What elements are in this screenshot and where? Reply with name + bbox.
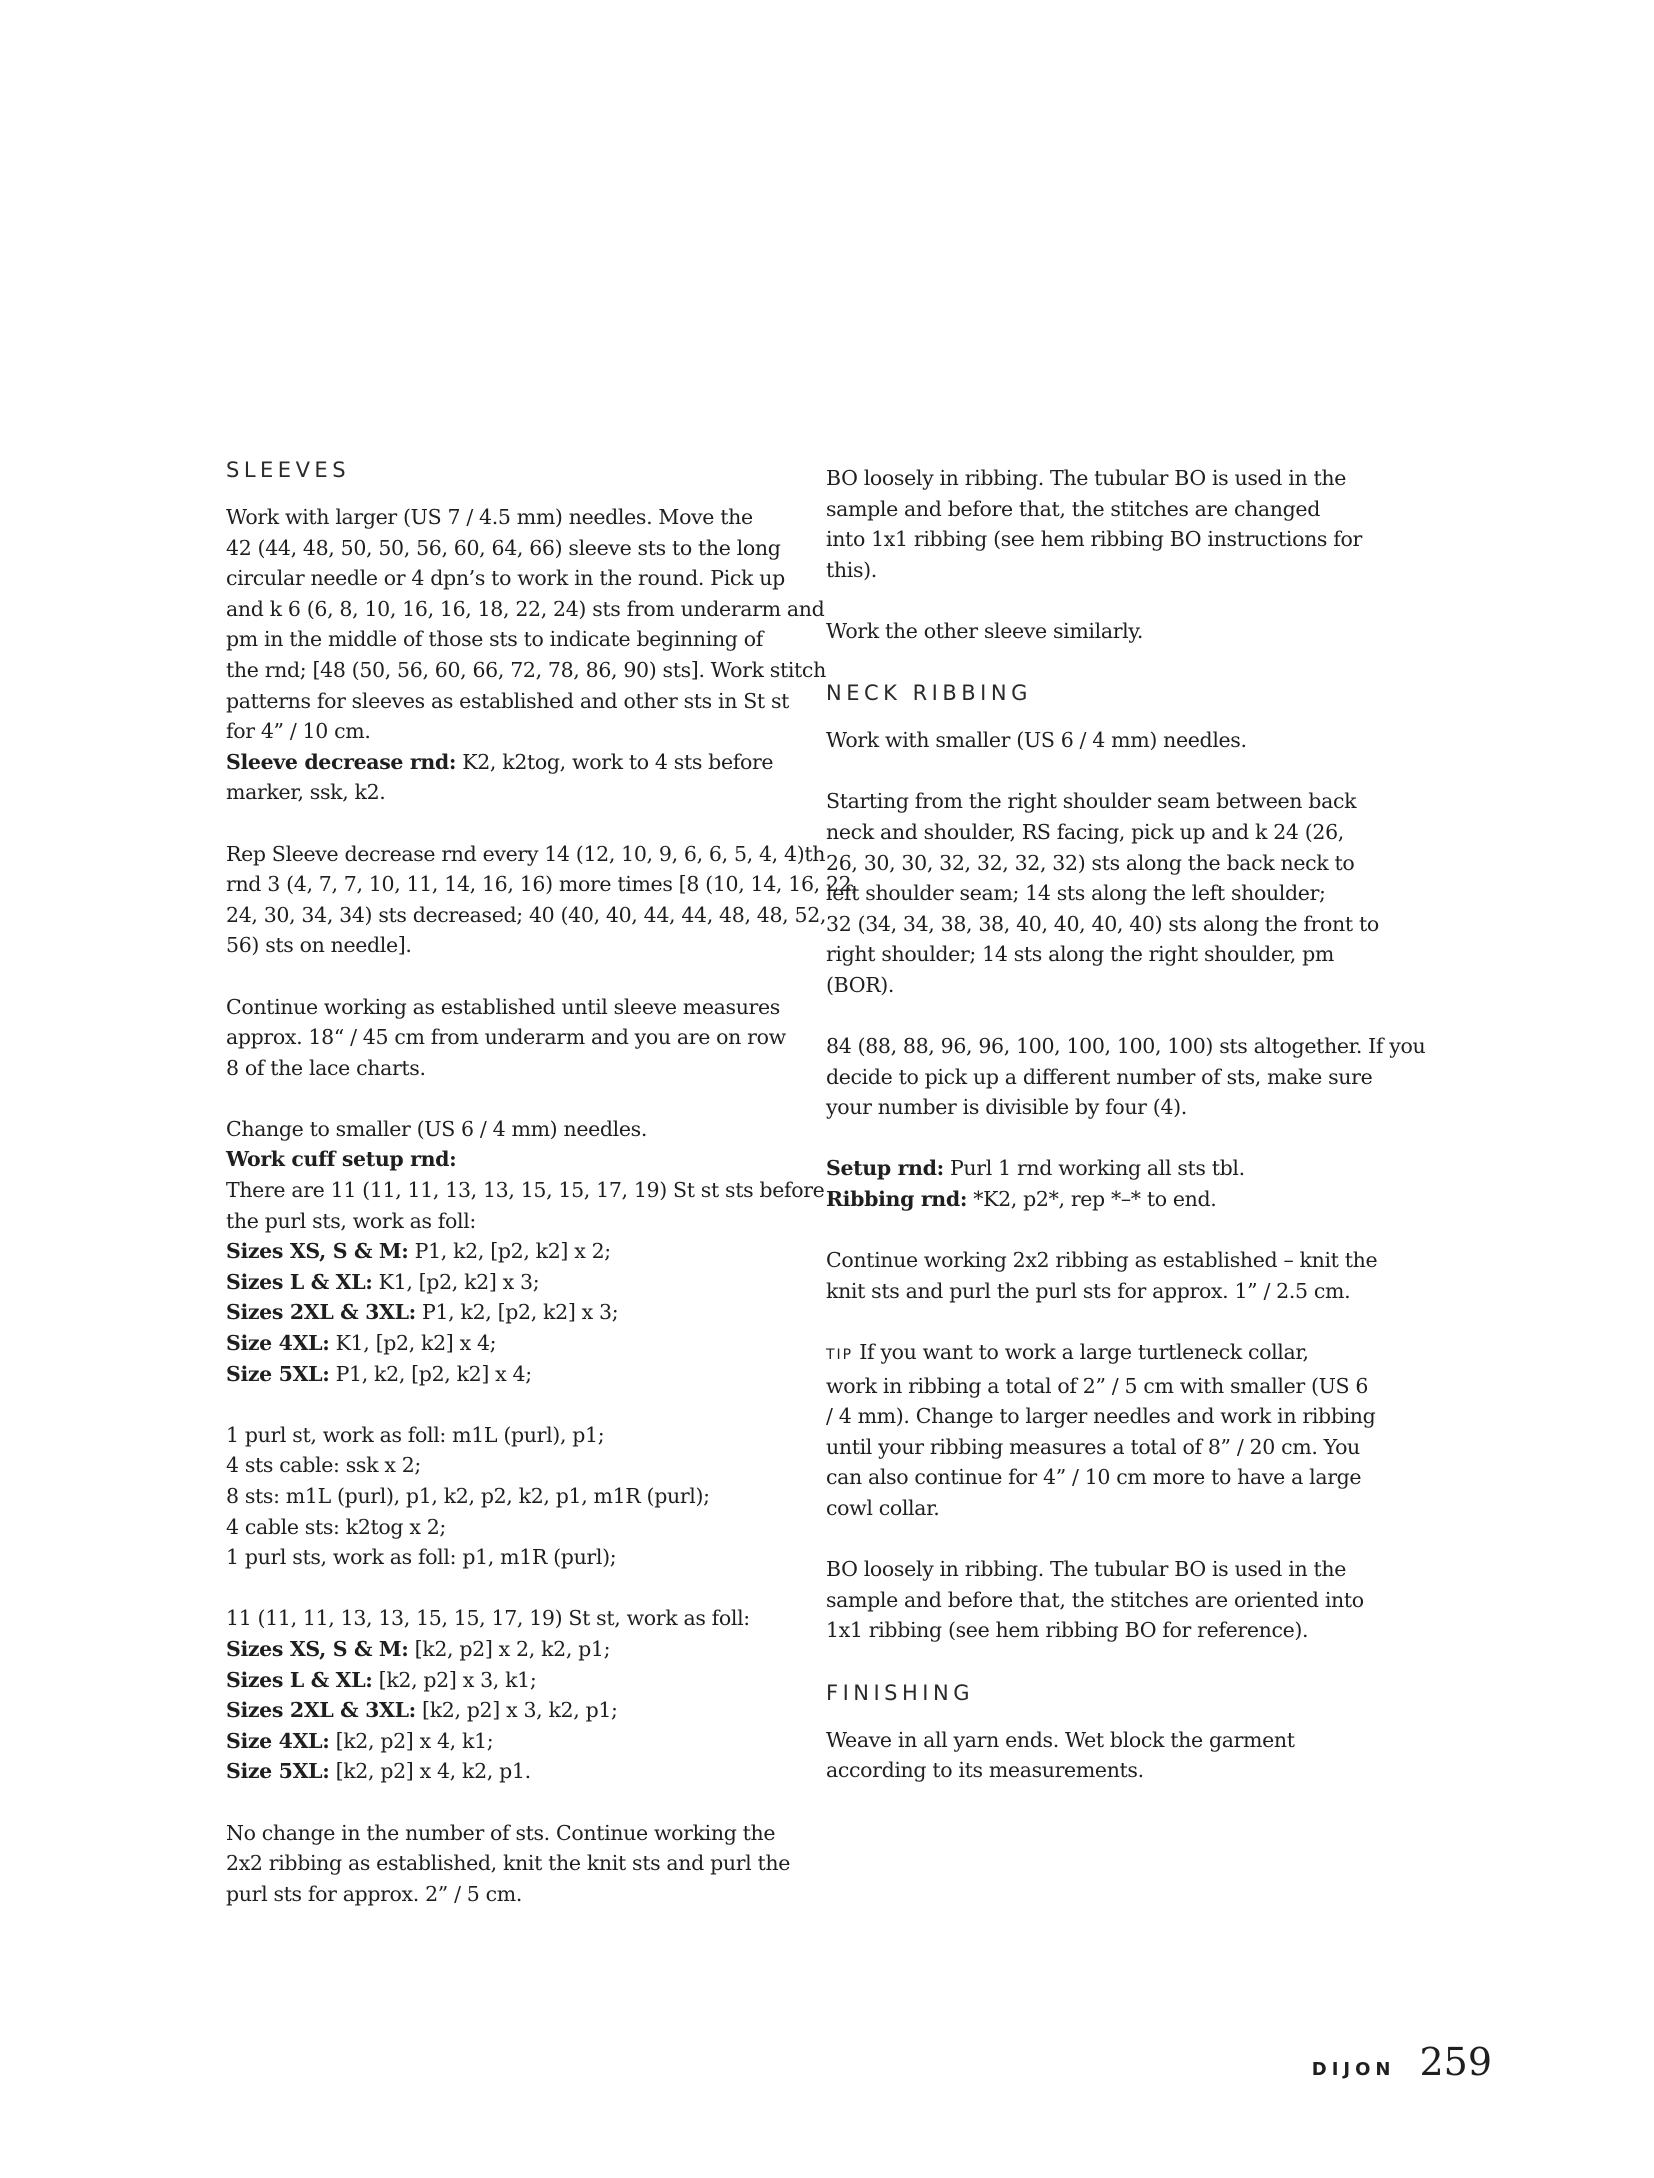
size-label: Sizes L & XL: — [226, 1667, 373, 1692]
text-line: 1 purl sts, work as foll: p1, m1R (purl); — [226, 1545, 617, 1570]
neck-rounds-paragraph — [826, 1153, 1382, 1214]
text-line: sample and before that, the stitches are oriented into — [826, 1587, 1364, 1612]
text-line: 4 sts cable: ssk x 2; — [226, 1453, 421, 1478]
text-line: Work the other sleeve similarly. — [826, 618, 1144, 643]
sleeves-paragraph-2 — [226, 839, 858, 961]
sleeve-decrease-line — [226, 747, 774, 778]
text-line: Weave in all yarn ends. Wet block the garment — [826, 1727, 1295, 1752]
text-line: purl sts for approx. 2” / 5 cm. — [226, 1881, 523, 1906]
size-line — [226, 1634, 774, 1665]
size-label: Size 5XL: — [226, 1759, 330, 1784]
text-line: work in ribbing a total of 2” / 5 cm with smaller (US 6 — [826, 1373, 1369, 1398]
size-text: [k2, p2] x 3, k2, p1; — [415, 1698, 618, 1723]
sleeves-paragraph-4 — [226, 1114, 825, 1389]
text-line: pm in the middle of those sts to indicate beginning of — [226, 627, 763, 652]
section-heading-finishing: FINISHING — [826, 1680, 974, 1705]
text-line: 4 cable sts: k2tog x 2; — [226, 1514, 446, 1539]
text-line: BO loosely in ribbing. The tubular BO is used in the — [826, 1557, 1346, 1582]
section-heading-sleeves: SLEEVES — [226, 458, 351, 482]
size-line — [226, 1359, 774, 1390]
text-line: 2x2 ribbing as established, knit the knit sts and purl the — [226, 1851, 791, 1876]
text-line: 56) sts on needle]. — [226, 933, 412, 958]
size-line — [226, 1726, 774, 1757]
text-line: your number is divisible by four (4). — [826, 1095, 1187, 1120]
section-heading-neck-ribbing: NECK RIBBING — [826, 681, 1032, 706]
text-line: There are 11 (11, 11, 13, 13, 15, 15, 17, 19) St st sts before — [226, 1178, 825, 1203]
text-line: patterns for sleeves as established and other sts in St st — [226, 688, 790, 713]
size-text: K1, [p2, k2] x 4; — [329, 1331, 497, 1356]
text-line: rnd 3 (4, 7, 7, 10, 11, 14, 16, 16) more times [8 (10, 14, 16, 22, — [226, 872, 858, 897]
page-number: 259 — [1419, 2040, 1492, 2084]
other-sleeve-paragraph — [826, 616, 1382, 647]
text-line: / 4 mm). Change to larger needles and work in ribbing — [826, 1404, 1376, 1429]
text-line: 32 (34, 34, 38, 38, 40, 40, 40, 40) sts along the front to — [826, 911, 1379, 936]
neck-paragraph-3 — [826, 1031, 1426, 1123]
text-line: 8 sts: m1L (purl), p1, k2, p2, k2, p1, m1R (purl); — [226, 1484, 710, 1508]
size-line — [226, 1695, 774, 1726]
sleeve-decrease-text: K2, k2tog, work to 4 sts before — [456, 749, 774, 774]
neck-paragraph-4 — [826, 1245, 1382, 1306]
text-line: cowl collar. — [826, 1496, 940, 1520]
text-line: circular needle or 4 dpn’s to work in the round. Pick up — [226, 566, 785, 591]
tip-paragraph — [826, 1337, 1382, 1524]
neck-paragraph-2 — [826, 786, 1382, 1000]
size-label: Sizes XS, S & M: — [226, 1239, 409, 1264]
text-line: knit sts and purl the purl sts for approx. 1” / 2.5 cm. — [826, 1278, 1351, 1303]
cuff-setup-label: Work cuff setup rnd: — [226, 1147, 457, 1172]
size-text: P1, k2, [p2, k2] x 3; — [415, 1300, 619, 1325]
tip-first-line — [826, 1337, 1382, 1371]
text-line: marker, ssk, k2. — [226, 780, 386, 805]
text-line: Change to smaller (US 6 / 4 mm) needles. — [226, 1116, 648, 1141]
size-text: K1, [p2, k2] x 3; — [372, 1269, 540, 1294]
running-head: DIJON — [1311, 2059, 1396, 2080]
text-line: sample and before that, the stitches are changed — [826, 496, 1320, 521]
size-label: Size 4XL: — [226, 1728, 330, 1753]
text-line: Starting from the right shoulder seam between back — [826, 789, 1357, 814]
text-line: the purl sts, work as foll: — [226, 1208, 476, 1233]
size-text: [k2, p2] x 4, k1; — [329, 1728, 494, 1753]
size-label: Sizes L & XL: — [226, 1269, 373, 1294]
text-line: 24, 30, 34, 34) sts decreased; 40 (40, 40, 44, 44, 48, 48, 52, — [226, 902, 827, 927]
ribbing-round-label: Ribbing rnd: — [826, 1187, 968, 1212]
sleeves-paragraph-6 — [226, 1603, 774, 1787]
text-line: BO loosely in ribbing. The tubular BO is used in the — [826, 466, 1346, 490]
text-line: this). — [826, 557, 877, 582]
neck-paragraph-1 — [826, 725, 1382, 756]
text-line: (BOR). — [826, 972, 895, 997]
text-line: approx. 18“ / 45 cm from underarm and you are on row — [226, 1025, 786, 1050]
text-line: Work with larger (US 7 / 4.5 mm) needles. Move the — [226, 505, 753, 529]
text-line: 26, 30, 30, 32, 32, 32, 32) sts along the back neck to — [826, 850, 1355, 875]
setup-round-label: Setup rnd: — [826, 1156, 944, 1181]
text-line: left shoulder seam; 14 sts along the left shoulder; — [826, 881, 1326, 906]
text-line: Continue working 2x2 ribbing as established – knit the — [826, 1248, 1378, 1273]
text-line: the rnd; [48 (50, 56, 60, 66, 72, 78, 86, 90) sts]. Work stitch — [226, 657, 826, 682]
sleeves-paragraph-7 — [226, 1818, 791, 1910]
text-line: right shoulder; 14 sts along the right shoulder, pm — [826, 942, 1334, 967]
size-line — [226, 1328, 774, 1359]
text-line: Continue working as established until sleeve measures — [226, 994, 780, 1019]
size-text: [k2, p2] x 2, k2, p1; — [408, 1636, 611, 1661]
right-column — [826, 463, 1426, 1816]
setup-round-line — [826, 1153, 1382, 1184]
size-label: Sizes 2XL & 3XL: — [226, 1300, 416, 1325]
size-label: Size 4XL: — [226, 1331, 330, 1356]
size-text: P1, k2, [p2, k2] x 4; — [329, 1361, 532, 1386]
finishing-paragraph — [826, 1725, 1382, 1786]
text-line: for 4” / 10 cm. — [226, 719, 371, 744]
text-line: 1x1 ribbing (see hem ribbing BO for reference). — [826, 1618, 1309, 1643]
text-line: according to its measurements. — [826, 1758, 1144, 1783]
ribbing-round-text: *K2, p2*, rep *–* to end. — [967, 1187, 1217, 1212]
neck-bind-off-paragraph — [826, 1554, 1382, 1646]
text-line: 42 (44, 48, 50, 50, 56, 60, 64, 66) sleeve sts to the long — [226, 535, 781, 560]
tip-label: TIP — [826, 1347, 854, 1364]
sleeve-decrease-label: Sleeve decrease rnd: — [226, 749, 457, 774]
size-line — [226, 1297, 774, 1328]
setup-round-text: Purl 1 rnd working all sts tbl. — [943, 1156, 1245, 1181]
sleeves-paragraph-5 — [226, 1420, 774, 1573]
page-footer — [1312, 2040, 1492, 2084]
text-line: No change in the number of sts. Continue working the — [226, 1820, 776, 1845]
text-line: neck and shoulder, RS facing, pick up and k 24 (26, — [826, 819, 1344, 844]
text-line: Rep Sleeve decrease rnd every 14 (12, 10, 9, 6, 6, 5, 4, 4)th — [226, 841, 826, 866]
tip-text: If you want to work a large turtleneck collar, — [853, 1340, 1309, 1365]
sleeves-paragraph-1 — [226, 502, 826, 808]
text-line: 8 of the lace charts. — [226, 1055, 426, 1080]
size-label: Sizes 2XL & 3XL: — [226, 1698, 416, 1723]
size-line — [226, 1756, 774, 1787]
size-text: [k2, p2] x 4, k2, p1. — [329, 1759, 531, 1784]
sleeves-paragraph-3 — [226, 992, 786, 1084]
ribbing-round-line — [826, 1184, 1382, 1215]
text-line: 1 purl st, work as foll: m1L (purl), p1; — [226, 1422, 605, 1447]
size-line — [226, 1236, 774, 1267]
text-line: and k 6 (6, 8, 10, 16, 16, 18, 22, 24) sts from underarm and — [226, 596, 825, 621]
text-line: decide to pick up a different number of sts, make sure — [826, 1064, 1373, 1089]
text-line: into 1x1 ribbing (see hem ribbing BO instructions for — [826, 527, 1362, 552]
text-line: 11 (11, 11, 13, 13, 15, 15, 17, 19) St st, work as foll: — [226, 1606, 750, 1631]
size-text: [k2, p2] x 3, k1; — [372, 1667, 537, 1692]
text-line: can also continue for 4” / 10 cm more to have a large — [826, 1465, 1362, 1490]
text-line: 84 (88, 88, 96, 96, 100, 100, 100, 100) sts altogether. If you — [826, 1034, 1426, 1059]
text-line: until your ribbing measures a total of 8” / 20 cm. You — [826, 1434, 1360, 1459]
size-line — [226, 1267, 774, 1298]
text-line: Work with smaller (US 6 / 4 mm) needles. — [826, 728, 1247, 753]
size-label: Size 5XL: — [226, 1361, 330, 1386]
bind-off-paragraph — [826, 463, 1382, 585]
size-text: P1, k2, [p2, k2] x 2; — [408, 1239, 611, 1264]
size-line — [226, 1665, 774, 1696]
size-label: Sizes XS, S & M: — [226, 1636, 409, 1661]
